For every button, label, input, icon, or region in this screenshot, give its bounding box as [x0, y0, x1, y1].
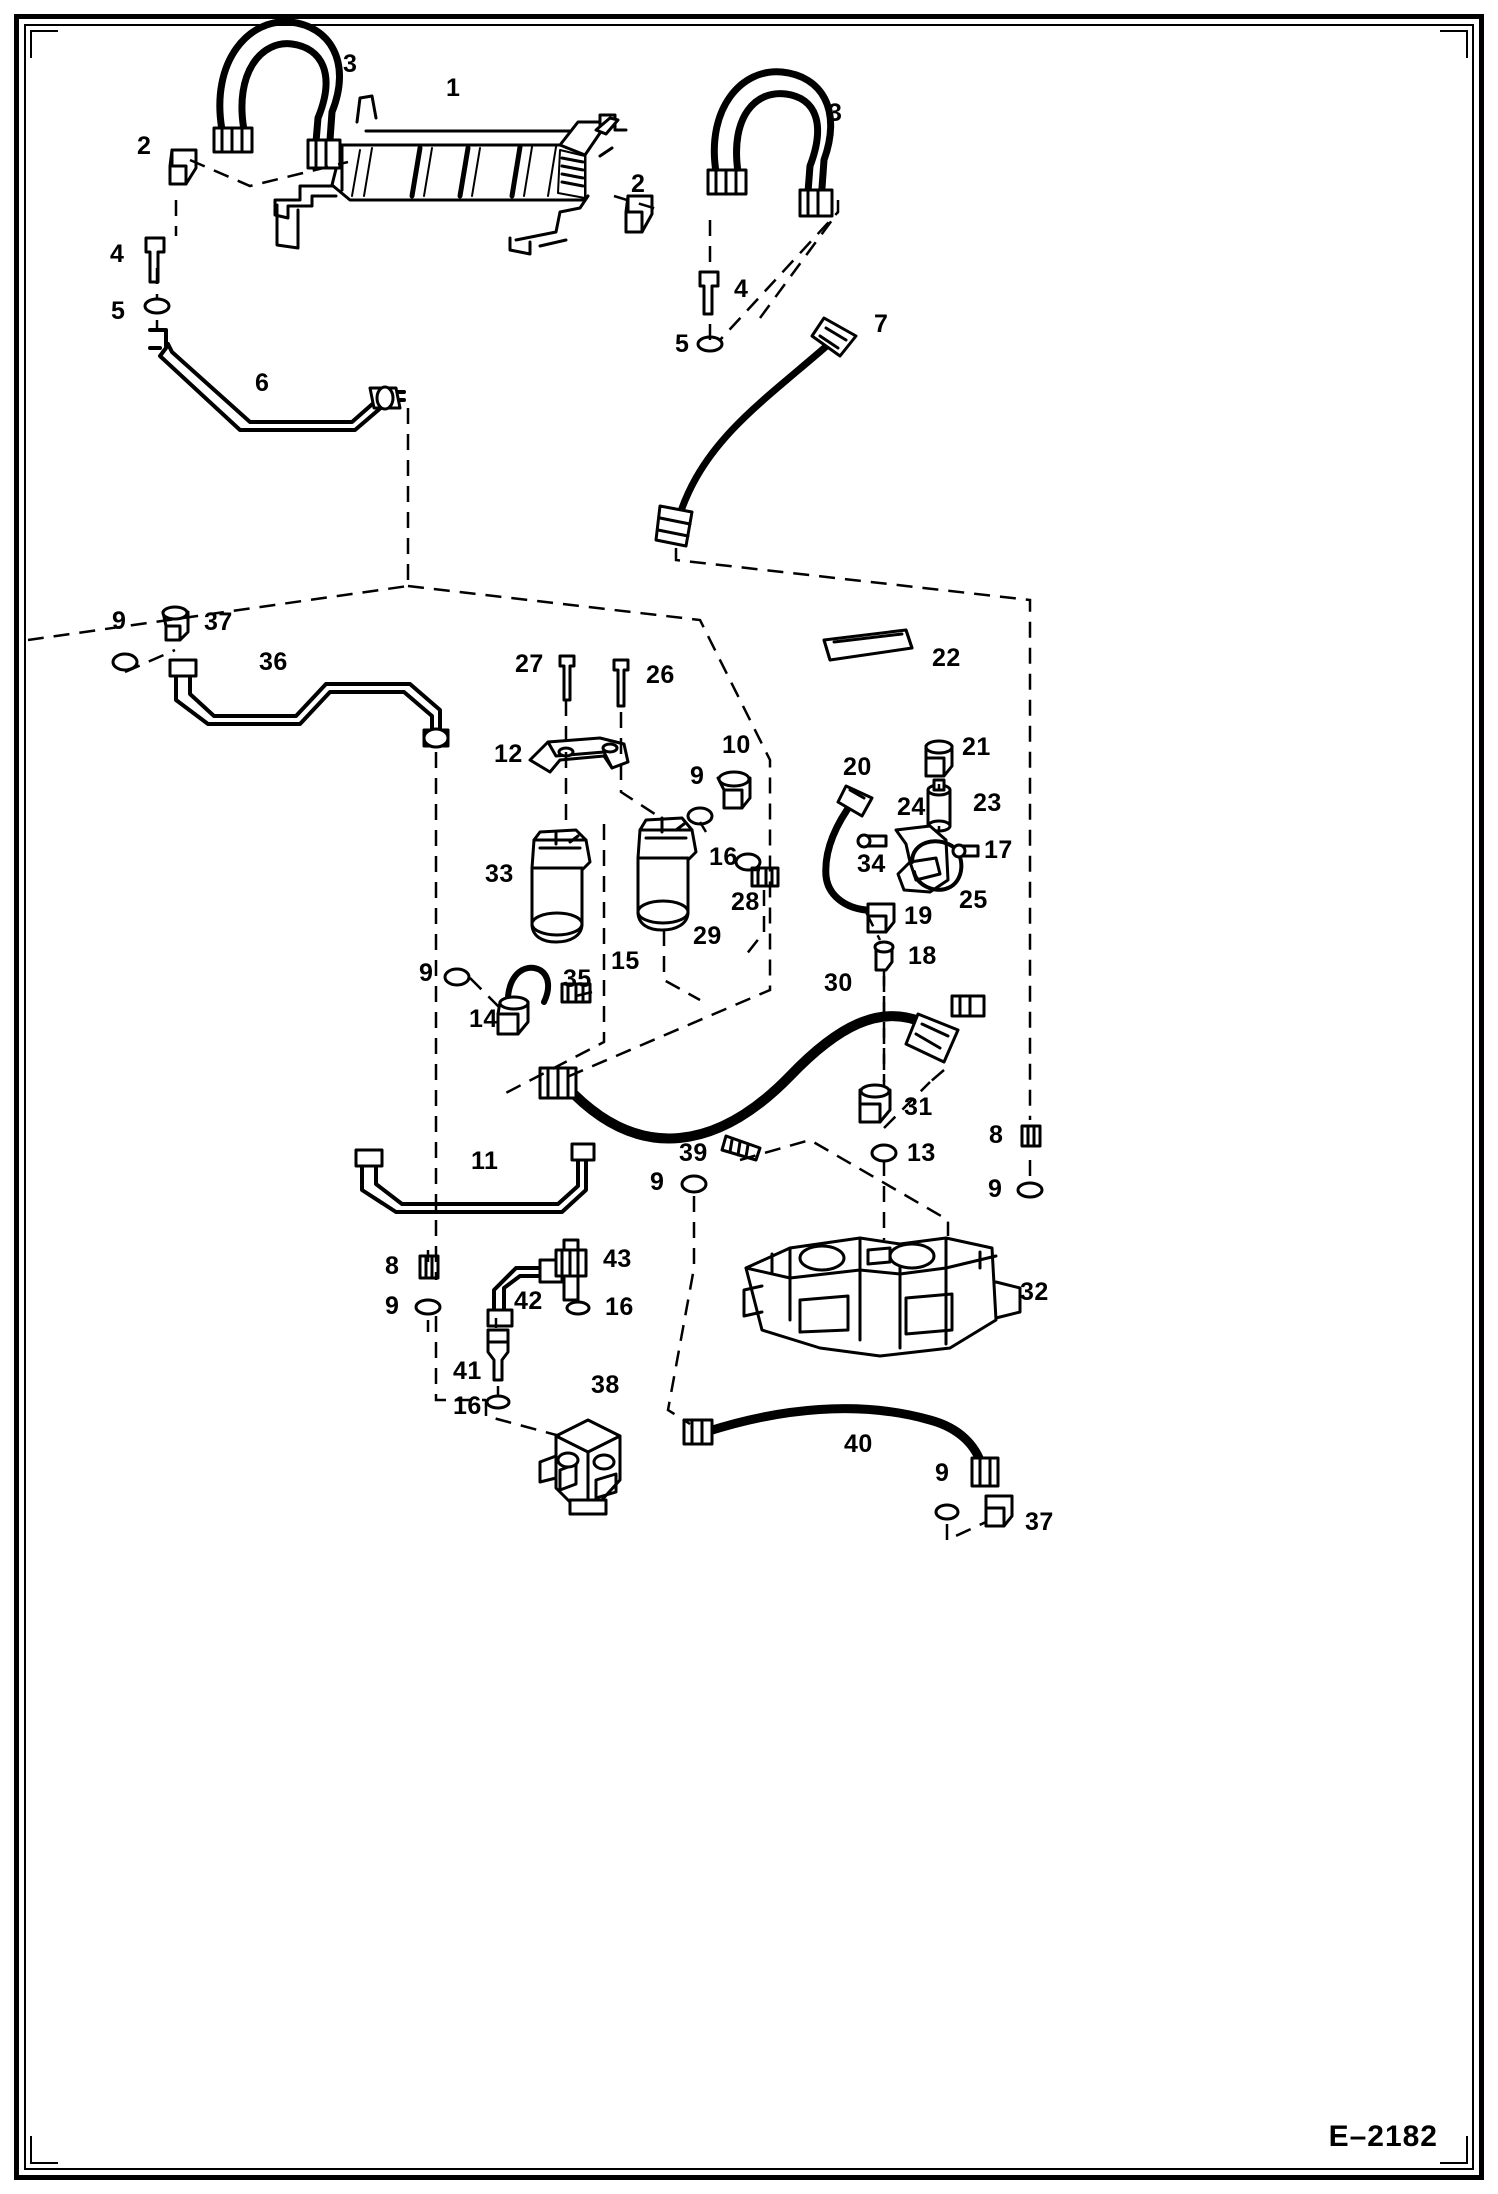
callout-41: 41 [453, 1357, 482, 1385]
callout-7: 7 [874, 310, 889, 338]
oring-part-9-center [682, 1176, 706, 1192]
callout-17: 17 [984, 836, 1013, 864]
callout-32: 32 [1020, 1278, 1049, 1306]
hose-fittings-3-left [214, 128, 340, 168]
callout-9-lower-left: 9 [419, 959, 434, 987]
callout-2-right: 2 [631, 170, 646, 198]
filter-part-29 [638, 818, 696, 930]
callout-21: 21 [962, 733, 991, 761]
callout-39: 39 [679, 1139, 708, 1167]
callout-10: 10 [722, 731, 751, 759]
filter-part-33 [532, 830, 590, 942]
callout-4-left: 4 [110, 240, 125, 268]
callout-20: 20 [843, 753, 872, 781]
callout-8-left: 8 [385, 1252, 400, 1280]
oring-part-9-left-lower [416, 1300, 440, 1314]
oring-part-9-bottom [936, 1505, 958, 1519]
callout-30: 30 [824, 969, 853, 997]
bolt-part-27 [560, 656, 574, 700]
bolt-part-34 [858, 835, 886, 847]
callout-16-upper: 16 [709, 843, 738, 871]
callout-36: 36 [259, 648, 288, 676]
callout-37-lower: 37 [1025, 1508, 1054, 1536]
callout-3-left: 3 [343, 50, 358, 78]
bar-part-22 [824, 630, 912, 660]
fitting-part-21 [926, 741, 952, 776]
callout-37-upper: 37 [204, 608, 233, 636]
fitting-part-37-upper [163, 607, 188, 640]
callout-9-center: 9 [650, 1168, 665, 1196]
figure-number: E–2182 [1328, 2120, 1438, 2153]
pump-part-32 [744, 1238, 1020, 1356]
hose-part-7 [678, 336, 838, 520]
callout-29: 29 [693, 922, 722, 950]
elbow-part-2-left [170, 150, 196, 184]
valve-part-41 [488, 1330, 508, 1380]
callout-33: 33 [485, 860, 514, 888]
callout-23: 23 [973, 789, 1002, 817]
oring-part-9-lower-left [445, 969, 469, 985]
elbow-part-2-right [626, 196, 652, 232]
fitting-part-4-right [700, 272, 718, 314]
oring-part-9-filter [688, 808, 712, 824]
oring-part-16-bottom [487, 1396, 509, 1408]
callout-31: 31 [904, 1093, 933, 1121]
fitting-part-8-right [1022, 1126, 1040, 1146]
callout-9-upper-left: 9 [112, 607, 127, 635]
callout-42: 42 [514, 1287, 543, 1315]
callout-8-right: 8 [989, 1121, 1004, 1149]
tee-part-43 [556, 1240, 586, 1300]
callout-34: 34 [857, 850, 886, 878]
callout-13: 13 [907, 1139, 936, 1167]
callout-11: 11 [471, 1147, 499, 1175]
washer-part-5-left [145, 299, 169, 313]
fitting-part-10 [718, 772, 750, 808]
callout-3-right: 3 [828, 99, 843, 127]
callout-12: 12 [494, 740, 523, 768]
hose-part-3-left [220, 22, 340, 142]
callout-5-right: 5 [675, 330, 690, 358]
callout-9-left-lower: 9 [385, 1292, 400, 1320]
callout-2-left: 2 [137, 132, 152, 160]
oring-part-16-lower [567, 1302, 589, 1314]
callout-18: 18 [908, 942, 937, 970]
tube-part-6 [150, 330, 404, 430]
fitting-part-4-left [146, 238, 164, 282]
callout-35: 35 [563, 965, 592, 993]
fitting-part-19 [868, 904, 894, 932]
oil-cooler-part-1 [275, 96, 626, 254]
callout-19: 19 [904, 902, 933, 930]
callout-38: 38 [591, 1371, 620, 1399]
callout-27: 27 [515, 650, 544, 678]
fitting-part-14 [498, 997, 528, 1034]
fitting-part-37-lower [986, 1496, 1012, 1526]
callout-26: 26 [646, 661, 675, 689]
bolt-part-26 [614, 660, 628, 706]
callout-4-right: 4 [734, 275, 749, 303]
callout-43: 43 [603, 1245, 632, 1273]
callout-25: 25 [959, 886, 988, 914]
oring-part-9-right [1018, 1183, 1042, 1197]
callout-6: 6 [255, 369, 270, 397]
oring-part-13 [872, 1145, 896, 1161]
callout-1: 1 [446, 74, 461, 102]
callout-16-bottom: 16 [453, 1392, 482, 1420]
fitting-part-31 [860, 1085, 890, 1122]
callout-9-bottom: 9 [935, 1459, 950, 1487]
callout-40: 40 [844, 1430, 873, 1458]
tube-part-36 [170, 660, 448, 747]
bolt-part-17 [953, 845, 978, 857]
callout-14: 14 [469, 1005, 498, 1033]
callout-15: 15 [611, 947, 640, 975]
callout-22: 22 [932, 644, 961, 672]
bracket-part-12 [530, 738, 628, 772]
hose-fittings-3-right [708, 170, 832, 216]
callout-16-lower: 16 [605, 1293, 634, 1321]
callout-5-left: 5 [111, 297, 126, 325]
fitting-part-18 [875, 942, 893, 970]
callout-9-filter: 9 [690, 762, 705, 790]
callout-28: 28 [731, 888, 760, 916]
callout-24: 24 [897, 793, 926, 821]
callout-9-right: 9 [988, 1175, 1003, 1203]
